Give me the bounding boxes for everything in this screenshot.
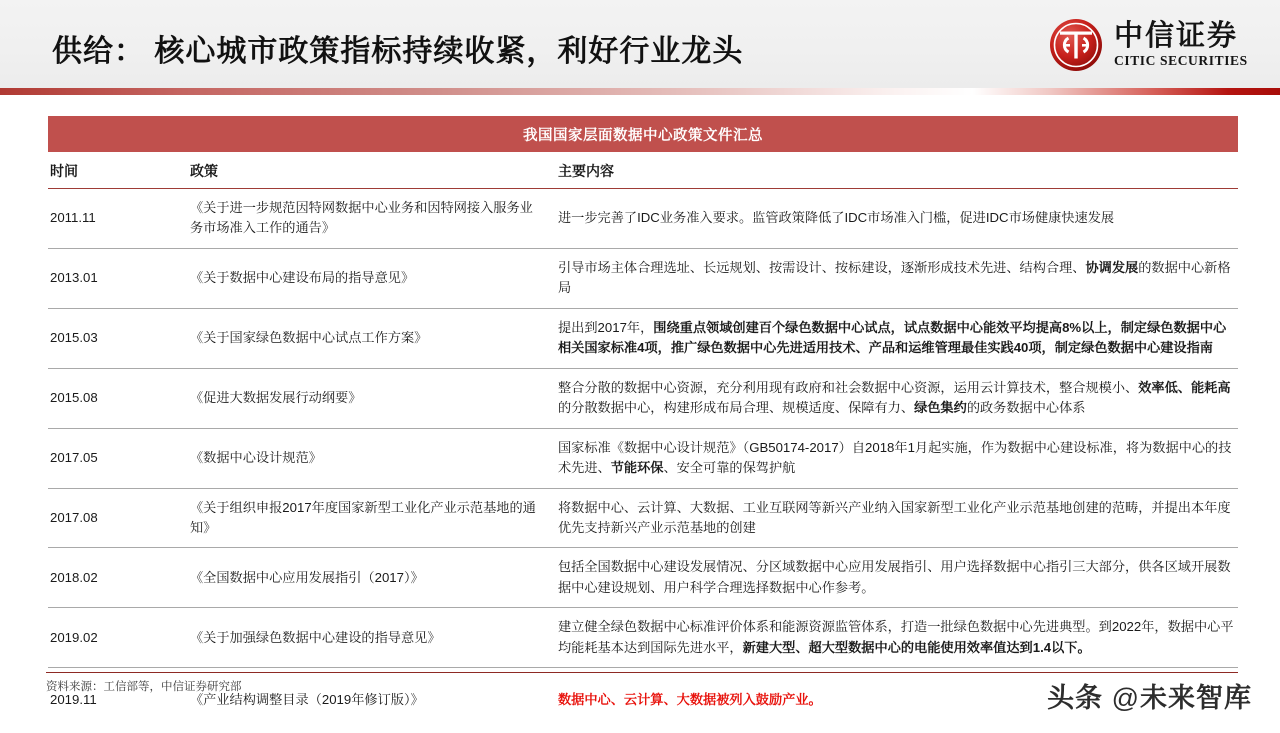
content-emphasis-2: 绿色集约 <box>914 400 967 416</box>
content-emphasis: 围绕重点领域创建百个绿色数据中心试点，试点数据中心能效平均提高8%以上，制定绿色数据中心相关国家标准4项，推广绿色数据中心先进适用技术、产品和运维管理最佳实践40项，制定绿色数据中心建设指南 <box>558 319 1227 356</box>
cell-time: 2015.08 <box>48 368 188 428</box>
content-text-mid: 的分散数据中心，构建形成布局合理、规模适度、保障有力、 <box>558 400 915 416</box>
page-title: 供给： 核心城市政策指标持续收紧，利好行业龙头 <box>52 35 744 68</box>
cell-content: 包括全国数据中心建设发展情况、分区域数据中心应用发展指引、用户选择数据中心指引三大部分，供各区域开展数据中心建设规划、用户科学合理选择数据中心作参考。 <box>553 548 1238 608</box>
header-divider-rule <box>0 88 1280 95</box>
cell-content: 将数据中心、云计算、大数据、工业互联网等新兴产业纳入国家新型工业化产业示范基地创建的范畴，并提出本年度优先支持新兴产业示范基地的创建 <box>553 488 1238 548</box>
citic-securities-logo <box>1048 12 1258 78</box>
content-highlight: 数据中心、云计算、大数据被列入鼓励产业。 <box>558 692 822 708</box>
table-row <box>48 308 1238 368</box>
cell-policy: 《促进大数据发展行动纲要》 <box>188 368 553 428</box>
table-row <box>48 368 1238 428</box>
table-row <box>48 189 1238 249</box>
cell-policy: 《关于组织申报2017年度国家新型工业化产业示范基地的通知》 <box>188 488 553 548</box>
content-text-tail: 的政务数据中心体系 <box>966 400 1086 416</box>
cell-time: 2018.02 <box>48 548 188 608</box>
cell-content <box>553 248 1238 308</box>
content-emphasis: 效率低、能耗高 <box>1138 379 1231 395</box>
table-caption: 我国国家层面数据中心政策文件汇总 <box>48 116 1238 152</box>
content-text: 整合分散的数据中心资源，充分利用现有政府和社会数据中心资源，运用云计算技术，整合规模小、 <box>558 379 1139 395</box>
content-text-tail: 、安全可靠的保驾护航 <box>663 460 796 476</box>
column-header-content: 主要内容 <box>553 152 1238 189</box>
cell-time: 2017.05 <box>48 428 188 488</box>
table-row <box>48 488 1238 548</box>
content-text: 提出到2017年， <box>558 319 654 335</box>
logo-chinese-name: 中信证券 <box>1114 20 1239 53</box>
cell-content <box>553 608 1238 668</box>
cell-time: 2013.01 <box>48 248 188 308</box>
content-emphasis: 协调发展 <box>1085 259 1139 275</box>
table-header-row <box>48 152 1238 189</box>
policy-table <box>48 152 1238 733</box>
watermark-right-text: 未来智库 <box>1140 683 1252 713</box>
table-row <box>48 548 1238 608</box>
content-emphasis: 节能环保 <box>610 460 664 476</box>
policy-table-container <box>48 116 1238 733</box>
watermark-at-symbol: @ <box>1111 683 1140 713</box>
cell-policy: 《关于国家绿色数据中心试点工作方案》 <box>188 308 553 368</box>
footer-divider-rule <box>46 672 1238 673</box>
column-header-time: 时间 <box>48 152 188 189</box>
logo-english-name: CITIC SECURITIES <box>1114 53 1248 69</box>
table-row <box>48 428 1238 488</box>
table-row <box>48 608 1238 668</box>
cell-policy: 《产业结构调整目录（2019年修订版）》 <box>190 692 424 708</box>
cell-policy: 《关于数据中心建设布局的指导意见》 <box>188 248 553 308</box>
cell-time: 2015.03 <box>48 308 188 368</box>
watermark <box>1047 676 1252 715</box>
policy-table-body <box>48 189 1238 733</box>
cell-time: 2019.02 <box>48 608 188 668</box>
content-text: 国家标准《数据中心设计规范》（GB50174-2017）自2018年1月起实施，作为数据中心建设标准，将为数据中心的技术先进、 <box>558 439 1232 476</box>
cell-policy: 《全国数据中心应用发展指引（2017）》 <box>188 548 553 608</box>
cell-time: 2011.11 <box>48 189 188 249</box>
cell-policy: 《数据中心设计规范》 <box>188 428 553 488</box>
cell-policy: 《关于进一步规范因特网数据中心业务和因特网接入服务业务市场准入工作的通告》 <box>188 189 553 249</box>
source-note: 资料来源：工信部等，中信证券研究部 <box>46 681 242 693</box>
cell-time: 2017.08 <box>48 488 188 548</box>
column-header-policy: 政策 <box>188 152 553 189</box>
slide-header <box>0 0 1280 88</box>
cell-content <box>553 428 1238 488</box>
content-text: 建立健全绿色数据中心标准评价体系和能源资源监管体系，打造一批绿色数据中心先进典型。到2022年，数据中心平均能耗基本达到国际先进水平， <box>558 619 1234 655</box>
table-row <box>48 248 1238 308</box>
citic-logo-mark-icon <box>1048 17 1104 73</box>
content-emphasis: 新建大型、超大型数据中心的电能使用效率值达到1.4以下。 <box>742 639 1091 655</box>
watermark-left-text: 头条 <box>1047 683 1104 713</box>
cell-content <box>553 308 1238 368</box>
cell-policy: 《关于加强绿色数据中心建设的指导意见》 <box>188 608 553 668</box>
content-text-tail: 的数据中心新格局 <box>558 259 1231 296</box>
cell-content <box>553 368 1238 428</box>
cell-time: 2019.11 <box>50 692 97 708</box>
cell-content: 进一步完善了IDC业务准入要求。监管政策降低了IDC市场准入门槛，促进IDC市场健康快速发展 <box>553 189 1238 249</box>
header-divider-fade <box>0 95 1280 105</box>
content-text: 引导市场主体合理选址、长远规划、按需设计、按标建设，逐渐形成技术先进、结构合理、 <box>558 259 1086 275</box>
